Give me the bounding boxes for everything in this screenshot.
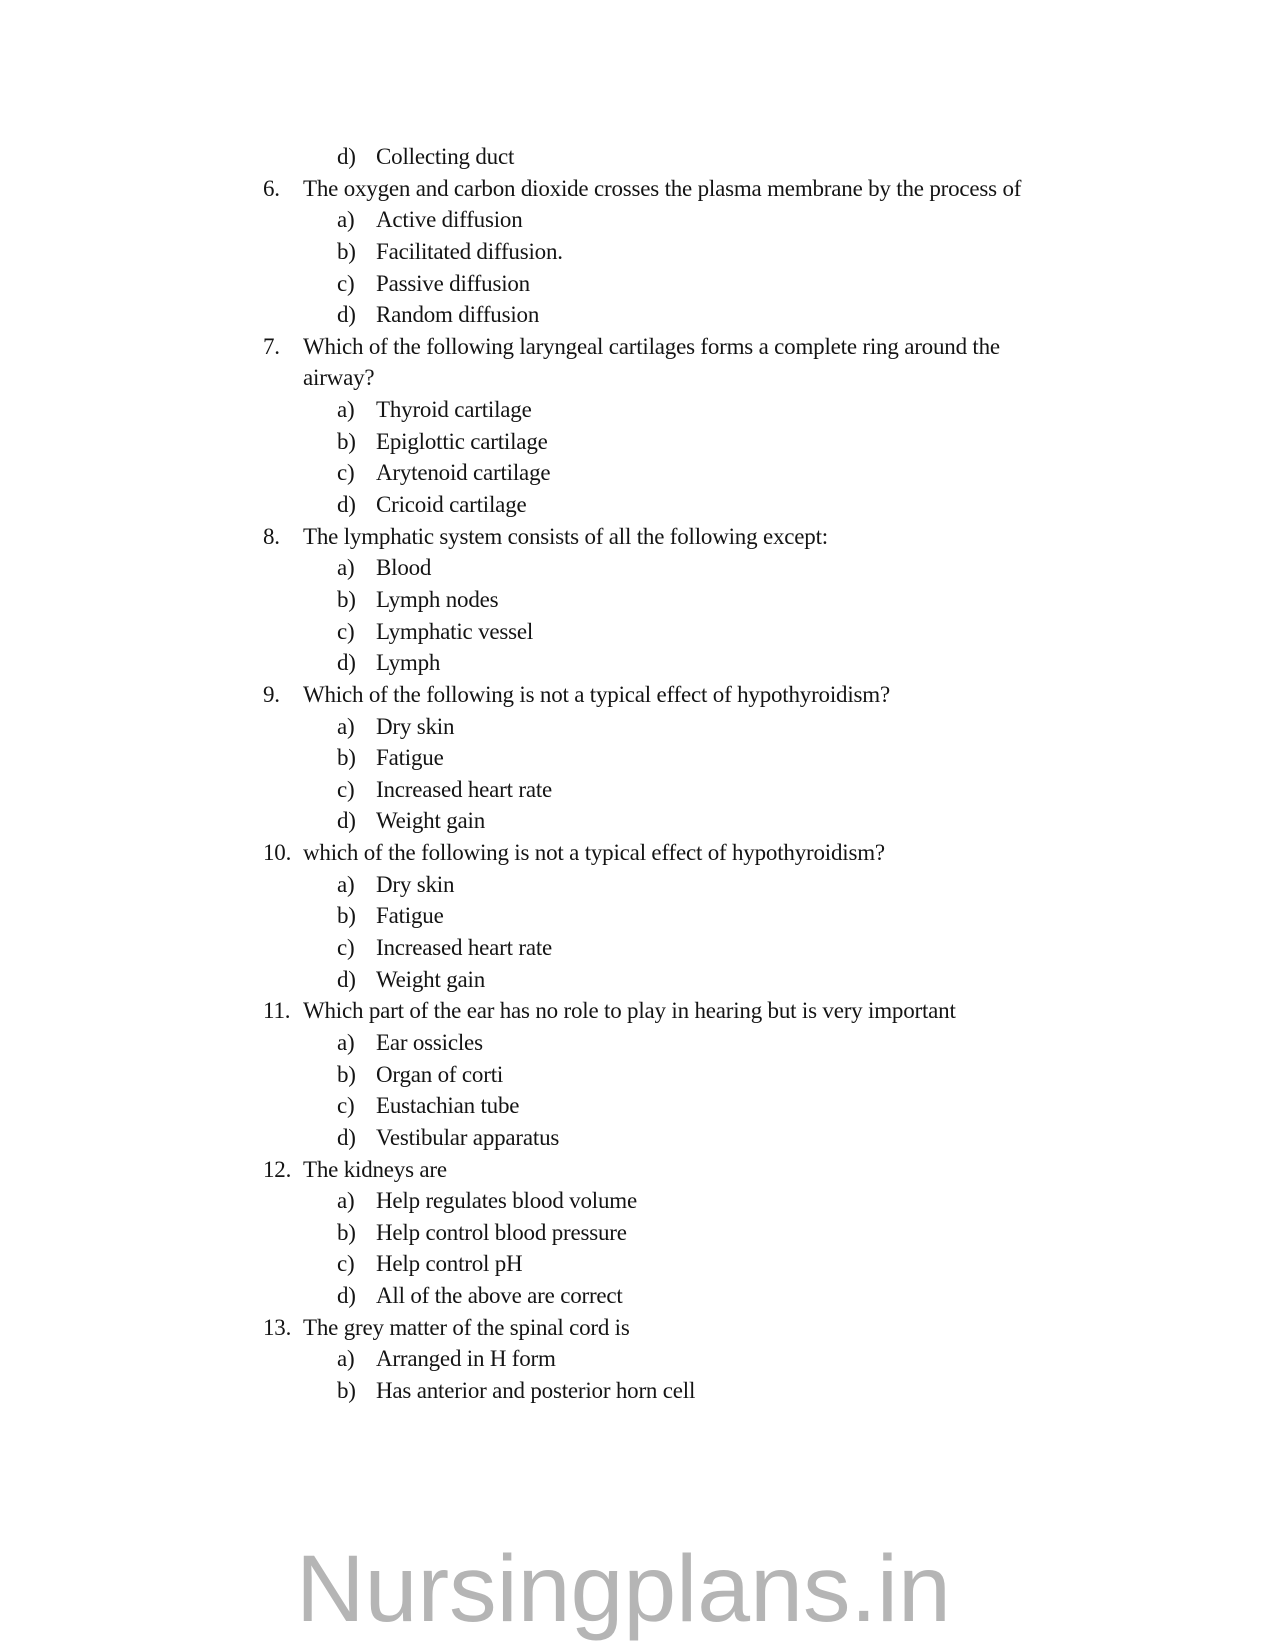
option-letter: a) <box>337 1029 355 1055</box>
option-letter: b) <box>337 903 356 929</box>
question-number: 9. <box>263 681 280 707</box>
option-row <box>0 1248 1275 1280</box>
option-row <box>0 489 1275 521</box>
option-text: Dry skin <box>376 713 455 739</box>
option-row <box>0 1343 1275 1375</box>
option-row <box>0 1375 1275 1407</box>
option-text: Help regulates blood volume <box>376 1188 637 1214</box>
option-text: Epiglottic cartilage <box>376 428 548 454</box>
question-row <box>0 1312 1275 1344</box>
question-text: The grey matter of the spinal cord is <box>303 1314 630 1340</box>
option-letter: d) <box>337 144 356 169</box>
option-text: Lymph <box>376 650 441 676</box>
option-letter: b) <box>337 1061 356 1087</box>
option-row <box>0 1090 1275 1122</box>
option-text: Cricoid cartilage <box>376 492 527 518</box>
question-number: 6. <box>263 175 280 201</box>
option-text: Dry skin <box>376 871 455 897</box>
option-letter: d) <box>337 302 356 328</box>
option-text: Has anterior and posterior horn cell <box>376 1377 696 1403</box>
option-row <box>0 964 1275 996</box>
option-text: Weight gain <box>376 808 486 834</box>
option-text: Thyroid cartilage <box>376 397 532 423</box>
option-row <box>0 268 1275 300</box>
option-letter: c) <box>337 1251 355 1277</box>
option-letter: a) <box>337 713 355 739</box>
option-text: Help control blood pressure <box>376 1219 627 1245</box>
option-letter: a) <box>337 207 355 233</box>
option-row <box>0 711 1275 743</box>
question-row <box>0 331 1275 363</box>
option-row <box>0 1217 1275 1249</box>
option-row <box>0 805 1275 837</box>
option-row <box>0 616 1275 648</box>
question-text: which of the following is not a typical effect of hypothyroidism? <box>303 840 885 866</box>
question-list <box>0 173 1275 1407</box>
option-row <box>0 774 1275 806</box>
option-letter: b) <box>337 1377 356 1403</box>
option-row <box>0 394 1275 426</box>
question-number: 13. <box>263 1314 292 1340</box>
option-text: Weight gain <box>376 966 486 992</box>
question-row <box>0 837 1275 869</box>
option-row <box>0 1185 1275 1217</box>
option-text: Fatigue <box>376 745 444 771</box>
option-letter: d) <box>337 966 356 992</box>
option-text: Arranged in H form <box>376 1346 556 1372</box>
option-text: Random diffusion <box>376 302 540 328</box>
option-letter: d) <box>337 650 356 676</box>
option-row <box>0 457 1275 489</box>
question-block <box>0 331 1275 521</box>
option-row <box>0 742 1275 774</box>
option-letter: b) <box>337 745 356 771</box>
question-block <box>0 1154 1275 1312</box>
question-block <box>0 521 1275 679</box>
option-row <box>0 299 1275 331</box>
option-row <box>0 426 1275 458</box>
option-letter: c) <box>337 776 355 802</box>
option-letter: c) <box>337 1093 355 1119</box>
option-letter: a) <box>337 1346 355 1372</box>
option-text: Help control pH <box>376 1251 523 1277</box>
option-letter: c) <box>337 270 355 296</box>
watermark-text: Nursingplans.in <box>296 1536 951 1642</box>
option-letter: b) <box>337 238 356 264</box>
option-letter: d) <box>337 492 356 518</box>
question-block <box>0 995 1275 1153</box>
option-text: Ear ossicles <box>376 1029 483 1055</box>
question-block <box>0 679 1275 837</box>
option-row <box>0 1059 1275 1091</box>
question-block <box>0 173 1275 331</box>
option-text: Arytenoid cartilage <box>376 460 551 486</box>
option-letter: a) <box>337 871 355 897</box>
question-text: Which of the following laryngeal cartilages forms a complete ring around the <box>303 333 1000 359</box>
question-block <box>0 837 1275 995</box>
question-text-continuation: airway? <box>303 365 375 391</box>
option-row <box>0 236 1275 268</box>
question-row <box>0 521 1275 553</box>
option-row <box>0 1280 1275 1312</box>
option-text: Lymph nodes <box>376 586 499 612</box>
question-text: The oxygen and carbon dioxide crosses the plasma membrane by the process of <box>303 175 1022 201</box>
question-block <box>0 1312 1275 1407</box>
question-row <box>0 173 1275 205</box>
option-text: Lymphatic vessel <box>376 618 534 644</box>
option-text: Facilitated diffusion. <box>376 238 563 264</box>
question-text: Which of the following is not a typical effect of hypothyroidism? <box>303 681 890 707</box>
question-row <box>0 995 1275 1027</box>
leading-option <box>0 141 1275 173</box>
option-letter: b) <box>337 428 356 454</box>
option-row <box>0 869 1275 901</box>
question-text: The kidneys are <box>303 1156 447 1182</box>
question-number: 8. <box>263 523 280 549</box>
option-letter: c) <box>337 460 355 486</box>
question-text: Which part of the ear has no role to play in hearing but is very important <box>303 998 956 1024</box>
option-letter: c) <box>337 618 355 644</box>
option-letter: b) <box>337 1219 356 1245</box>
option-row <box>0 1027 1275 1059</box>
option-row <box>0 647 1275 679</box>
option-letter: d) <box>337 808 356 834</box>
option-text: Vestibular apparatus <box>376 1124 560 1150</box>
option-letter: d) <box>337 1283 356 1309</box>
option-text: Increased heart rate <box>376 935 553 961</box>
option-text: Increased heart rate <box>376 776 553 802</box>
option-letter: b) <box>337 586 356 612</box>
option-text: Active diffusion <box>376 207 523 233</box>
question-text: The lymphatic system consists of all the following except: <box>303 523 828 549</box>
question-row <box>0 679 1275 711</box>
question-number: 7. <box>263 333 280 359</box>
option-row <box>0 584 1275 616</box>
option-text: Collecting duct <box>376 144 515 169</box>
question-row <box>0 1154 1275 1186</box>
option-row <box>0 204 1275 236</box>
option-text: All of the above are correct <box>376 1283 623 1309</box>
option-row <box>0 932 1275 964</box>
question-number: 10. <box>263 840 292 866</box>
option-text: Eustachian tube <box>376 1093 520 1119</box>
option-row <box>0 1122 1275 1154</box>
option-row <box>0 900 1275 932</box>
option-text: Fatigue <box>376 903 444 929</box>
option-row <box>0 552 1275 584</box>
document-page <box>0 141 1275 1407</box>
option-letter: a) <box>337 397 355 423</box>
option-letter: a) <box>337 555 355 581</box>
option-text: Passive diffusion <box>376 270 530 296</box>
option-letter: c) <box>337 935 355 961</box>
question-number: 11. <box>263 998 291 1024</box>
option-letter: d) <box>337 1124 356 1150</box>
option-text: Blood <box>376 555 432 581</box>
option-text: Organ of corti <box>376 1061 504 1087</box>
question-number: 12. <box>263 1156 292 1182</box>
option-letter: a) <box>337 1188 355 1214</box>
